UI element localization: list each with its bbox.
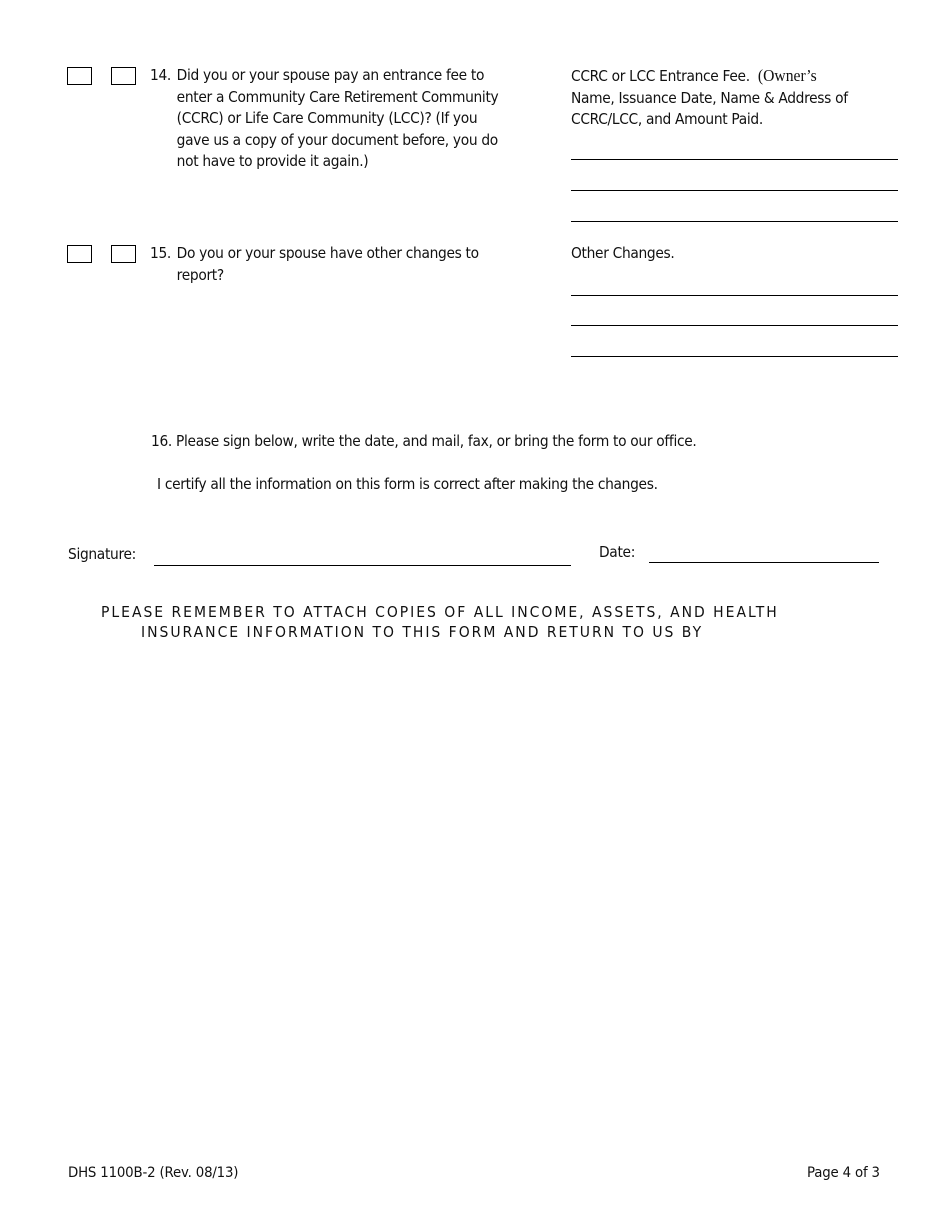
q15-yes-checkbox[interactable]: [67, 245, 92, 263]
date-label: Date:: [599, 543, 636, 561]
q14-number: 14.: [150, 66, 171, 84]
signature-field[interactable]: [154, 565, 571, 566]
q15-answer-line-2[interactable]: [571, 325, 898, 326]
signature-label: Signature:: [68, 545, 137, 563]
q15-answer-line-3[interactable]: [571, 356, 898, 357]
q14-text: 14. Did you or your spouse pay an entrance fee to enter a Community Care Retirement Community (CCRC) or Life Care Community (LCC)? (If you gave us a copy of your document before, you do not have to provide it again.): [150, 66, 499, 170]
q14-answer-line-1[interactable]: [571, 159, 898, 160]
date-field[interactable]: [649, 562, 879, 563]
q15-no-checkbox[interactable]: [111, 245, 136, 263]
q14-yes-checkbox[interactable]: [67, 67, 92, 85]
q15-answer-line-1[interactable]: [571, 295, 898, 296]
form-id: DHS 1100B-2 (Rev. 08/13): [68, 1165, 239, 1181]
q15-number: 15.: [150, 244, 171, 262]
q14-no-checkbox[interactable]: [111, 67, 136, 85]
q14-answer-label: CCRC or LCC Entrance Fee. (Owner’s Name, Issuance Date, Name & Address of CCRC/LCC, and Amount Paid.: [571, 66, 848, 128]
notice-line-2: INSURANCE INFORMATION TO THIS FORM AND RETURN TO US BY: [141, 623, 704, 641]
notice-line-1: PLEASE REMEMBER TO ATTACH COPIES OF ALL INCOME, ASSETS, AND HEALTH: [101, 603, 779, 621]
certify-statement: I certify all the information on this form is correct after making the changes.: [157, 475, 658, 493]
q14-answer-line-3[interactable]: [571, 221, 898, 222]
sign-instruction: 16. Please sign below, write the date, and mail, fax, or bring the form to our office.: [151, 432, 697, 450]
page-number: Page 4 of 3: [807, 1165, 880, 1181]
q15-text: 15. Do you or your spouse have other changes to report?: [150, 244, 479, 284]
q14-answer-line-2[interactable]: [571, 190, 898, 191]
q15-answer-label: Other Changes.: [571, 244, 675, 262]
